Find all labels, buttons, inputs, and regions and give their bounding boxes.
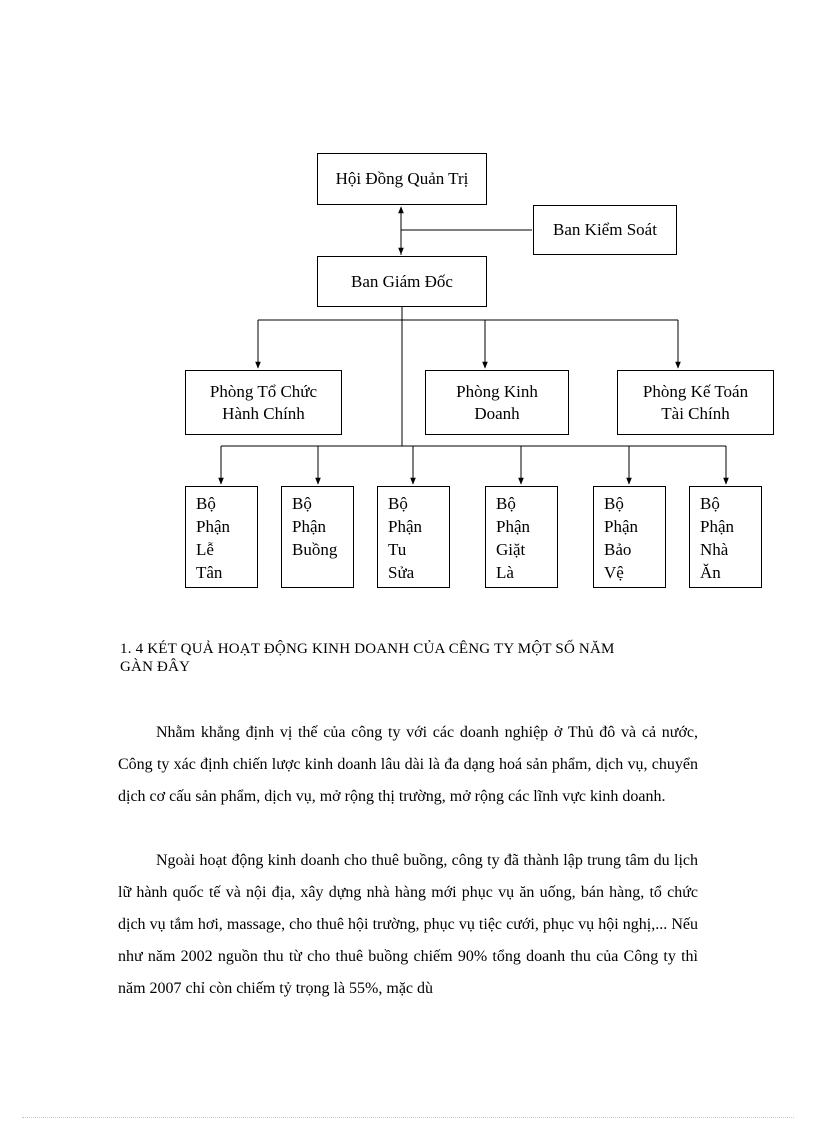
unit-reception-line4: Tân (196, 563, 223, 582)
node-board (317, 153, 487, 205)
unit-security-line4: Vệ (604, 563, 624, 582)
node-supervisory-label: Ban Kiểm Soát (553, 220, 657, 239)
unit-restaurant-line1: Bộ (700, 494, 720, 513)
paragraph-1 (118, 717, 698, 813)
node-dept-finance-line1: Phòng Kế Toán (642, 381, 749, 401)
unit-repair-line1: Bộ (388, 494, 408, 513)
node-dept-admin (185, 370, 342, 435)
node-unit-repair (377, 486, 450, 588)
node-directors (317, 256, 487, 307)
section-heading-line1: 1. 4 KÉT QUẢ HOẠT ĐỘNG KINH DOANH CỦA CÊNG TY MỘT SỐ NĂM (120, 641, 615, 657)
unit-reception-line3: Lễ (196, 540, 214, 559)
unit-laundry-line1: Bộ (496, 494, 516, 513)
node-dept-admin-line2: Hành Chính (222, 403, 305, 423)
node-unit-restaurant (689, 486, 762, 588)
unit-restaurant-line4: Ăn (700, 563, 721, 582)
unit-rooms-line3: Buồng (292, 540, 338, 559)
unit-reception-line1: Bộ (196, 494, 216, 513)
node-unit-reception (185, 486, 258, 588)
node-supervisory (533, 205, 677, 255)
unit-security-line3: Bảo (604, 540, 632, 559)
node-dept-business (425, 370, 569, 435)
section-heading-line2: GÀN ĐÂY (120, 659, 191, 675)
paragraph-1-text: Nhằm khẳng định vị thế của công ty với các doanh nghiệp ở Thủ đô và cả nước, Công ty xác định chiến lược kinh doanh lâu dài là đa dạng hoá sản phẩm, dịch vụ, chuyển dịch cơ cấu sản phẩm, dịch vụ, mở rộng thị trường, mở rộng các lĩnh vực kinh doanh. (118, 724, 698, 805)
node-unit-rooms (281, 486, 354, 588)
unit-laundry-line3: Giặt (496, 540, 526, 559)
unit-repair-line2: Phận (388, 517, 422, 536)
unit-reception-line2: Phận (196, 517, 230, 536)
unit-laundry-line4: Là (496, 563, 514, 582)
node-dept-admin-line1: Phòng Tổ Chức (209, 381, 318, 401)
node-dept-business-line2: Doanh (474, 403, 520, 423)
unit-security-line2: Phận (604, 517, 638, 536)
unit-repair-line4: Sửa (388, 563, 415, 582)
node-dept-finance (617, 370, 774, 435)
unit-restaurant-line3: Nhà (700, 540, 729, 559)
node-dept-business-line1: Phòng Kinh (456, 381, 538, 401)
node-dept-finance-line2: Tài Chính (661, 403, 730, 423)
page-bottom-rule (22, 1117, 794, 1118)
unit-rooms-line2: Phận (292, 517, 326, 536)
unit-rooms-line4 (292, 562, 337, 585)
node-board-label: Hội Đồng Quản Trị (335, 169, 469, 188)
unit-rooms-line1: Bộ (292, 494, 312, 513)
paragraph-2-text: Ngoài hoạt động kinh doanh cho thuê buồng, công ty đã thành lập trung tâm du lịch lữ hành quốc tế và nội địa, xây dựng nhà hàng mới phục vụ ăn uống, bán hàng, tổ chức dịch vụ tắm hơi, massage, cho thuê hội trường, phục vụ tiệc cưới, phục vụ hội nghị,... Nếu như năm 2002 nguồn thu từ cho thuê buồng chiếm 90% tổng doanh thu của Công ty thì năm 2007 chỉ còn chiếm tỷ trọng là 55%, mặc dù (118, 852, 698, 997)
unit-restaurant-line2: Phận (700, 517, 734, 536)
node-directors-label: Ban Giám Đốc (351, 271, 453, 291)
unit-security-line1: Bộ (604, 494, 624, 513)
unit-laundry-line2: Phận (496, 517, 530, 536)
paragraph-2 (118, 845, 698, 1005)
section-heading (120, 640, 700, 676)
node-unit-security (593, 486, 666, 588)
unit-repair-line3: Tu (388, 540, 407, 559)
node-unit-laundry (485, 486, 558, 588)
